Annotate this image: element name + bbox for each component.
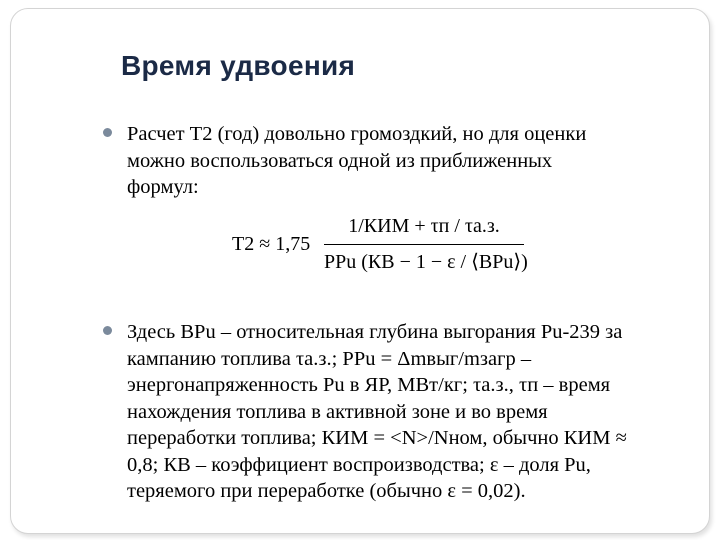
- slide-title: Время удвоения: [121, 50, 356, 81]
- formula-denominator: PPu (КВ − 1 − ε / ⟨BPu⟩): [324, 251, 528, 273]
- bullet-line: энергонапряженность Pu в ЯР, МВт/кг; τа.з., τп – время: [127, 374, 611, 396]
- bullet-line: Здесь BPu – относительная глубина выгорания Pu-239 за: [127, 321, 623, 343]
- bullet-line: 0,8; КВ – коэффициент воспроизводства; ε – доля Pu,: [127, 453, 591, 476]
- bullet-line: нахождения топлива в активной зоне и во время: [127, 400, 548, 423]
- bullet-line: формул:: [127, 176, 199, 198]
- bullet-line: кампанию топлива τа.з.; PPu = Δmвыг/mзагр –: [127, 347, 532, 370]
- formula-lhs: T2 ≈ 1,75: [232, 233, 311, 255]
- bullet-text-1: [127, 121, 707, 201]
- bullet-dot-icon: [103, 326, 112, 335]
- formula-numerator: 1/КИМ + τп / τа.з.: [348, 215, 500, 237]
- doubling-time-formula: [232, 213, 532, 275]
- bullet-line: можно воспользоваться одной из приближенных: [127, 149, 553, 172]
- bullet-text-2: [127, 319, 707, 505]
- bullet-line: теряемого при переработке (обычно ε = 0,02).: [127, 480, 526, 502]
- bullet-line: переработки топлива; КИМ = <N>/Nном, обычно КИМ ≈: [127, 427, 627, 449]
- fraction-bar: [324, 244, 524, 245]
- bullet-line: Расчет T2 (год) довольно громоздкий, но для оценки: [127, 123, 587, 145]
- bullet-dot-icon: [103, 128, 112, 137]
